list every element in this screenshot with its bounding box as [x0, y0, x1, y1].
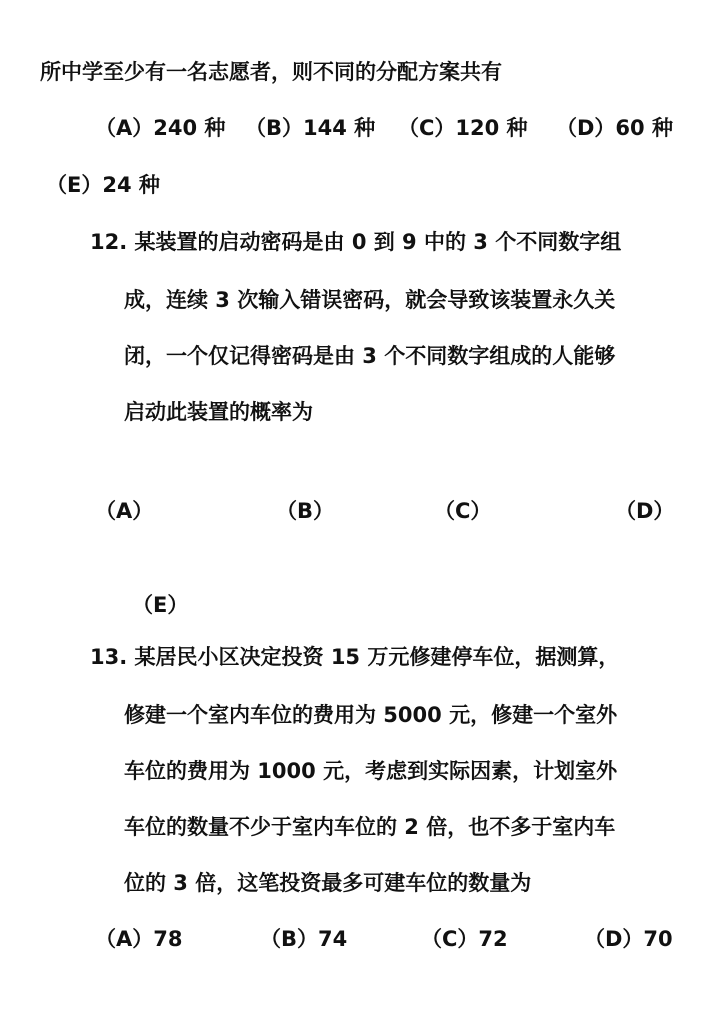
q13-line-5: 位的 3 倍，这笔投资最多可建车位的数量为	[124, 871, 532, 895]
q13-option-c: （C）72	[421, 927, 508, 951]
q13-line-4: 车位的数量不少于室内车位的 2 倍，也不多于室内车	[124, 815, 616, 839]
q12-option-e: （E）	[132, 593, 189, 617]
q13-line-3: 车位的费用为 1000 元，考虑到实际因素，计划室外	[124, 759, 618, 783]
q13-option-a: （A）78	[95, 927, 183, 951]
q12-option-a: （A）	[95, 499, 154, 523]
q11-line-tail: 所中学至少有一名志愿者，则不同的分配方案共有	[40, 60, 502, 84]
q12-line-2: 成，连续 3 次输入错误密码，就会导致该装置永久关	[124, 288, 616, 312]
q12-option-c: （C）	[434, 499, 492, 523]
q11-option-c: （C）120 种	[398, 116, 528, 140]
q12-line-1: 12. 某装置的启动密码是由 0 到 9 中的 3 个不同数字组	[90, 230, 622, 254]
q11-option-e: （E）24 种	[46, 173, 160, 197]
q13-line-2: 修建一个室内车位的费用为 5000 元，修建一个室外	[124, 703, 618, 727]
q13-line-1: 13. 某居民小区决定投资 15 万元修建停车位，据测算，	[90, 645, 620, 669]
q11-option-a: （A）240 种	[95, 116, 226, 140]
q11-option-b: （B）144 种	[245, 116, 376, 140]
q12-option-b: （B）	[276, 499, 335, 523]
q13-option-d: （D）70	[584, 927, 673, 951]
q12-line-4: 启动此装置的概率为	[124, 400, 313, 424]
q13-option-b: （B）74	[260, 927, 348, 951]
q12-line-3: 闭，一个仅记得密码是由 3 个不同数字组成的人能够	[124, 344, 616, 368]
q12-option-d: （D）	[615, 499, 675, 523]
q11-option-d: （D）60 种	[556, 116, 673, 140]
